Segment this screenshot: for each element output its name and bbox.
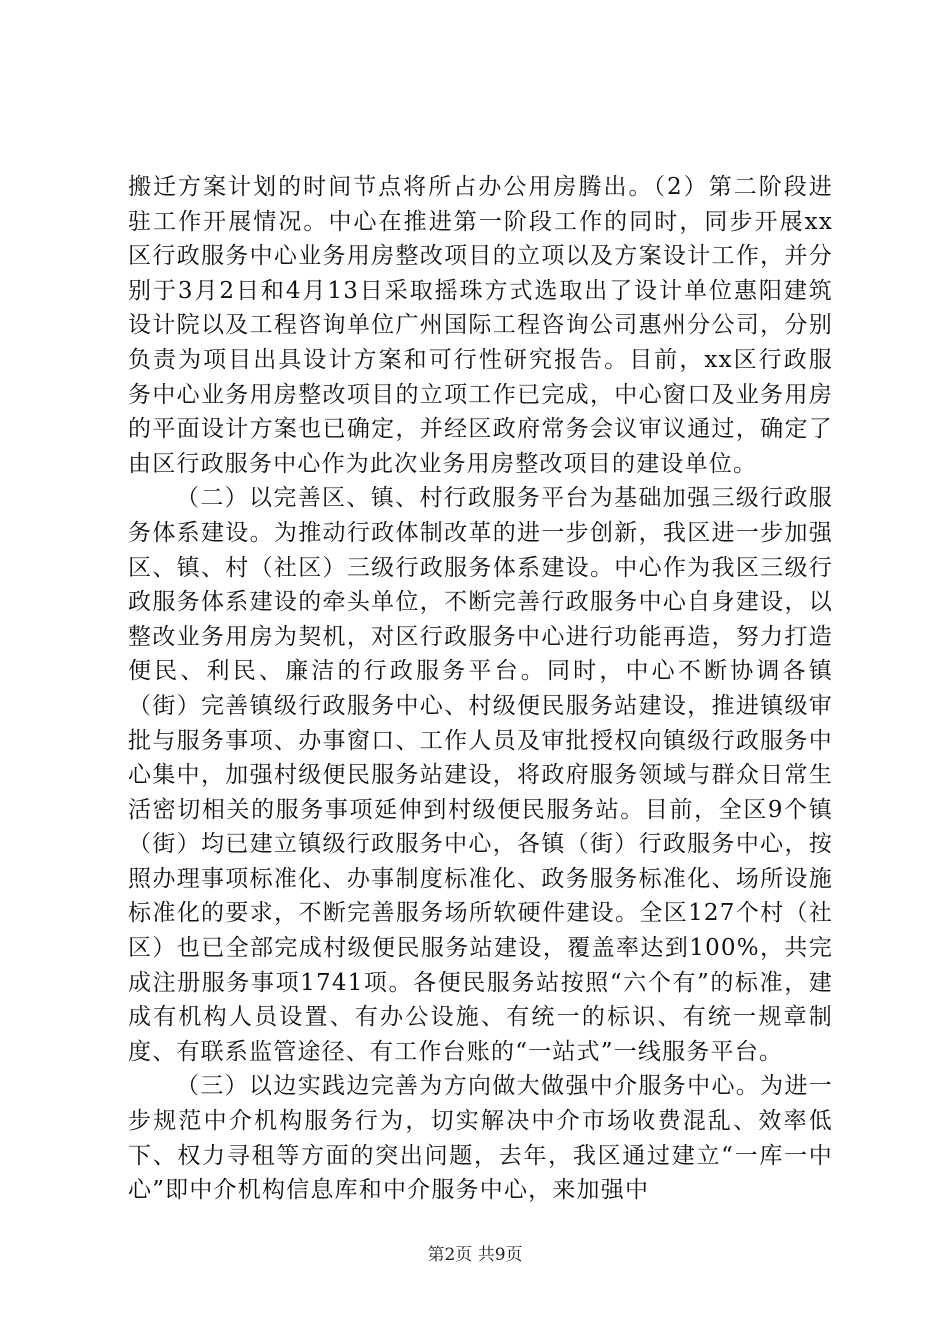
document-body bbox=[128, 170, 833, 1208]
paragraph-3: （三）以边实践边完善为方向做大做强中介服务中心。为进一步规范中介机构服务行为，切实解决中介市场收费混乱、效率低下、权力寻租等方面的突出问题，去年，我区通过建立“一库一中心”即中介机构信息库和中介服务中心，来加强中 bbox=[128, 1073, 833, 1204]
paragraph-2: （二）以完善区、镇、村行政服务平台为基础加强三级行政服务体系建设。为推动行政体制改革的进一步创新，我区进一步加强区、镇、村（社区）三级行政服务体系建设。中心作为我区三级行政服务体系建设的牵头单位，不断完善行政服务中心自身建设，以整改业务用房为契机，对区行政服务中心进行功能再造，努力打造便民、利民、廉洁的行政服务平台。同时，中心不断协调各镇（街）完善镇级行政服务中心、村级便民服务站建设，推进镇级审批与服务事项、办事窗口、工作人员及审批授权向镇级行政服务中心集中，加强村级便民服务站建设，将政府服务领域与群众日常生活密切相关的服务事项延伸到村级便民服务站。目前，全区9个镇（街）均已建立镇级行政服务中心，各镇（街）行政服务中心，按照办理事项标准化、办事制度标准化、政务服务标准化、场所设施标准化的要求，不断完善服务场所软硬件建设。全区127个村（社区）也已全部完成村级便民服务站建设，覆盖率达到100%，共完成注册服务事项1741项。各便民服务站按照“六个有”的标准，建成有机构人员设置、有办公设施、有统一的标识、有统一规章制度、有联系监管途径、有工作台账的“一站式”一线服务平台。 bbox=[128, 485, 833, 1065]
page-footer: 第2页 共9页 bbox=[427, 1245, 523, 1265]
paragraph-1: 搬迁方案计划的时间节点将所占办公用房腾出。（2）第二阶段进驻工作开展情况。中心在推进第一阶段工作的同时，同步开展xx区行政服务中心业务用房整改项目的立项以及方案设计工作，并分别于3月2日和4月13日采取摇珠方式选取出了设计单位惠阳建筑设计院以及工程咨询单位广州国际工程咨询公司惠州分公司，分别负责为项目出具设计方案和可行性研究报告。目前，xx区行政服务中心业务用房整改项目的立项工作已完成，中心窗口及业务用房的平面设计方案也已确定，并经区政府常务会议审议通过，确定了由区行政服务中心作为此次业务用房整改项目的建设单位。 bbox=[128, 174, 833, 477]
